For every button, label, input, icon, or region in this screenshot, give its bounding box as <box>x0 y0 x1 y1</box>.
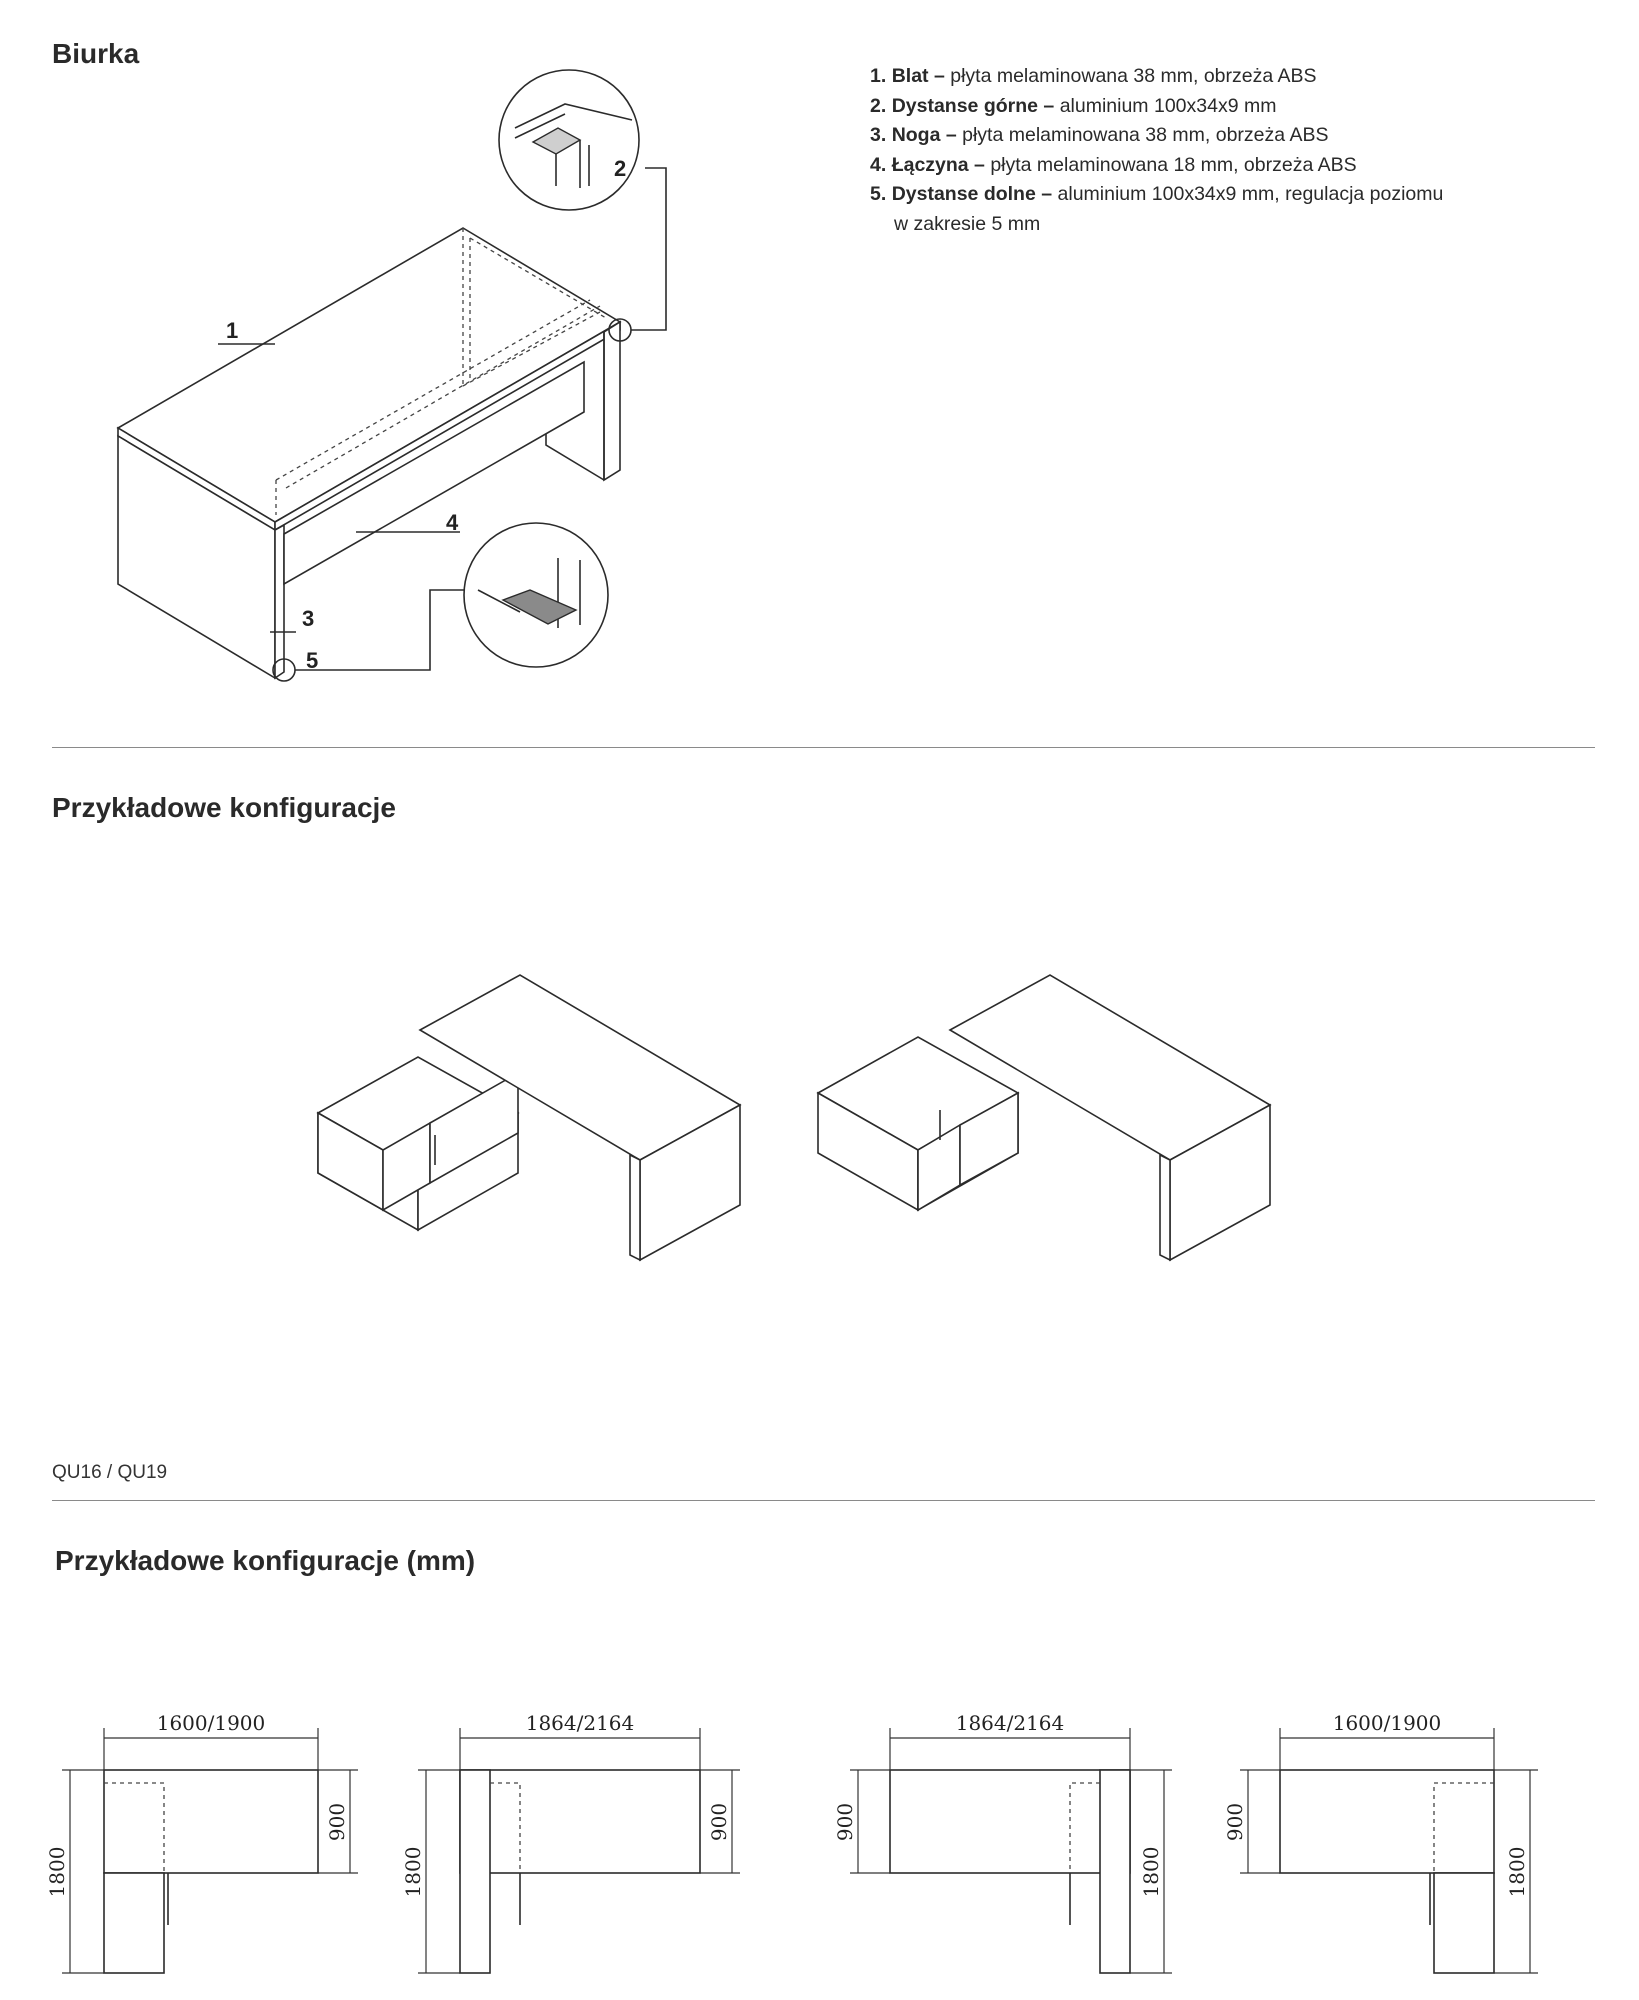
callout-3: 3 <box>302 606 315 631</box>
callout-2: 2 <box>614 156 627 181</box>
dim-desk-depth: 900 <box>833 1802 857 1842</box>
dim-total-depth: 1800 <box>1505 1846 1529 1898</box>
section-title-desks: Biurka <box>52 38 140 69</box>
callout-5: 5 <box>306 648 319 673</box>
dim-total-depth: 1800 <box>45 1846 69 1898</box>
dim-width: 1600/1900 <box>1332 1711 1442 1735</box>
spec-item: 2. Dystanse górne – aluminium 100x34x9 mm <box>870 94 1277 117</box>
model-code: QU16 / QU19 <box>52 1462 168 1483</box>
dimension-drawing <box>45 1711 358 1973</box>
spec-item: 5. Dystanse dolne – aluminium 100x34x9 mm, regulacja poziomu <box>870 183 1444 205</box>
dimension-drawing <box>401 1711 740 1973</box>
desk-drawing <box>118 70 666 681</box>
spec-item: 3. Noga – płyta melaminowana 38 mm, obrzeża ABS <box>870 124 1329 146</box>
dimension-drawing <box>1223 1711 1538 1973</box>
dim-width: 1864/2164 <box>955 1711 1065 1735</box>
dim-desk-depth: 900 <box>325 1802 349 1842</box>
configuration-left <box>318 975 740 1260</box>
dim-width: 1600/1900 <box>156 1711 266 1735</box>
dim-desk-depth: 900 <box>1223 1802 1247 1842</box>
spec-item-continuation: w zakresie 5 mm <box>894 212 1041 235</box>
dim-total-depth: 1800 <box>401 1846 425 1898</box>
callout-4: 4 <box>446 510 459 535</box>
dimension-drawing <box>833 1711 1172 1973</box>
section-title-configurations-mm: Przykładowe konfiguracje (mm) <box>55 1545 476 1576</box>
dim-width: 1864/2164 <box>525 1711 635 1735</box>
dim-desk-depth: 900 <box>707 1802 731 1842</box>
spec-item: 1. Blat – płyta melaminowana 38 mm, obrzeża ABS <box>870 65 1317 87</box>
spec-item: 4. Łączyna – płyta melaminowana 18 mm, obrzeża ABS <box>870 153 1357 176</box>
section-title-configurations: Przykładowe konfiguracje <box>52 792 396 823</box>
configuration-right <box>818 975 1270 1260</box>
dim-total-depth: 1800 <box>1139 1846 1163 1898</box>
callout-1: 1 <box>226 318 239 343</box>
